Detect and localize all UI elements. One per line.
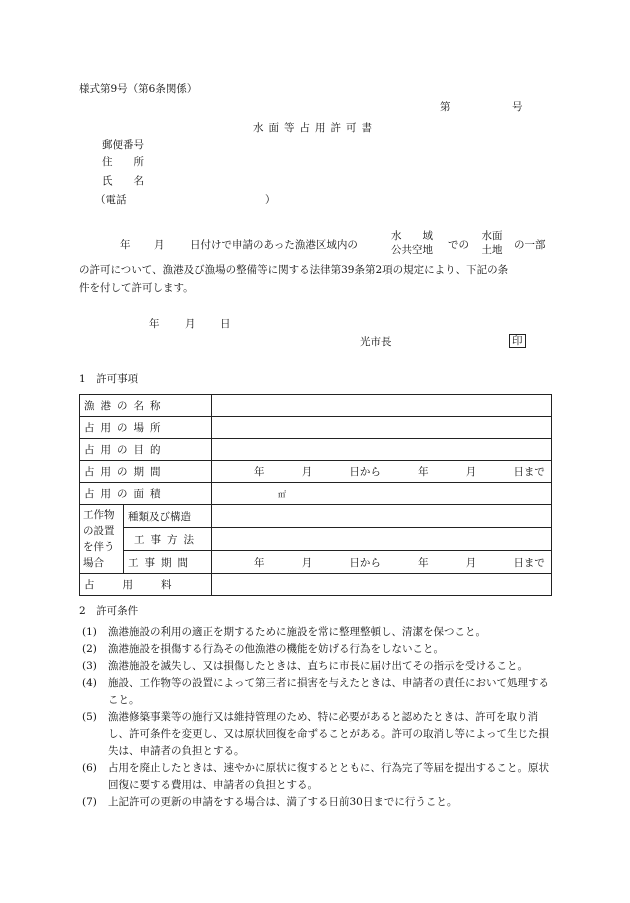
- date-month: 月: [465, 556, 477, 569]
- condition-text: 漁港施設を滅失し、又は損傷したときは、直ちに市長に届け出てその指示を受けること。: [108, 660, 528, 672]
- date-until: 日まで: [513, 556, 545, 569]
- fee-value: [212, 574, 552, 596]
- list-item: [82, 641, 552, 658]
- table-row: [80, 551, 552, 574]
- seal-text: 印: [509, 334, 526, 348]
- issuer: 光市長: [360, 336, 392, 348]
- condition-text: 漁港施設の利用の適正を期するために施設を常に整理整頓し、清潔を保つこと。: [108, 626, 486, 638]
- table-row: [80, 528, 552, 551]
- port-name-value: [212, 395, 552, 417]
- date-year: 年: [418, 556, 429, 569]
- structure-type-value: [212, 505, 552, 528]
- issue-year: 年: [149, 318, 160, 330]
- number-gou: 号: [512, 101, 523, 113]
- date-month: 月: [301, 556, 313, 569]
- condition-text: 施設、工作物等の設置によって第三者に損害を与えたときは、申請者の責任において処理すること。: [108, 677, 549, 706]
- construction-period-label: 工事期間: [124, 551, 212, 574]
- structure-type-label: 種類及び構造: [124, 505, 212, 528]
- condition-number: (6): [82, 762, 97, 774]
- construction-period-value: [212, 551, 552, 574]
- purpose-label: 占用の目的: [80, 439, 212, 461]
- list-item: [82, 760, 552, 794]
- condition-number: (2): [82, 643, 97, 655]
- port-name-label: 漁港の名称: [80, 395, 212, 417]
- list-item: [82, 658, 552, 675]
- address-label: 住 所: [102, 156, 144, 168]
- condition-text: 漁港施設を損傷する行為その他漁港の機能を妨げる行為をしないこと。: [108, 643, 444, 655]
- date-year: 年: [418, 466, 429, 478]
- issue-day: 日: [220, 318, 231, 330]
- date-month: 月: [465, 466, 477, 478]
- table-row: [80, 439, 552, 461]
- area-water: 水 域: [391, 230, 433, 242]
- area-type-choice: [388, 229, 436, 257]
- list-item: [82, 794, 552, 811]
- surface-land: 土地: [481, 244, 503, 256]
- body-date-phrase: 日付けで申請のあった漁港区域内の: [190, 239, 358, 251]
- purpose-value: [212, 439, 552, 461]
- date-from: 日から: [349, 556, 381, 569]
- table-row: [80, 574, 552, 596]
- list-item: [82, 709, 552, 760]
- condition-number: (7): [82, 796, 97, 808]
- phone-close: ）: [265, 194, 276, 206]
- list-item: [82, 624, 552, 641]
- table-row: [80, 461, 552, 483]
- postal-code-label: 郵便番号: [102, 139, 144, 151]
- period-label: 占用の期間: [80, 461, 212, 483]
- condition-text: 漁港修築事業等の施行又は維持管理のため、特に必要があると認めたときは、許可を取り消し、許可条件を変更し、又は原状回復を命ずることがある。許可の取消し等によって生じた損失は、申請者の負担とする。: [108, 711, 549, 757]
- section-1-heading: 1 許可事項: [79, 373, 139, 385]
- table-row: [80, 395, 552, 417]
- condition-text: 上記許可の更新の申請をする場合は、満了する日前30日までに行うこと。: [108, 796, 458, 808]
- body-de-no: での: [448, 239, 469, 251]
- date-year: 年: [254, 556, 265, 569]
- condition-number: (5): [82, 711, 97, 723]
- body-part: の一部: [514, 239, 546, 251]
- construction-method-label: 工事方法: [124, 528, 212, 551]
- construction-method-value: [212, 528, 552, 551]
- surface-type-choice: [477, 229, 507, 257]
- area-label: 占用の面積: [80, 483, 212, 505]
- document-title: 水面等占用許可書: [253, 122, 377, 134]
- date-year: 年: [254, 466, 265, 478]
- area-value: [212, 483, 552, 505]
- condition-number: (1): [82, 626, 97, 638]
- area-unit: ㎡: [278, 489, 286, 499]
- condition-number: (3): [82, 660, 97, 672]
- body-line-2: の許可について、漁港及び漁場の整備等に関する法律第39条第2項の規定により、下記の条: [79, 264, 509, 276]
- fee-label: 占用料: [80, 574, 212, 596]
- seal-mark: [509, 335, 526, 348]
- location-value: [212, 417, 552, 439]
- table-row: [80, 505, 552, 528]
- permit-items-table: [79, 394, 552, 596]
- conditions-list: [82, 624, 552, 811]
- body-line-3: 件を付して許可します。: [79, 282, 194, 294]
- location-label: 占用の場所: [80, 417, 212, 439]
- body-year: 年: [120, 239, 131, 251]
- name-label: 氏 名: [102, 175, 144, 187]
- list-item: [82, 675, 552, 709]
- phone-label: （電話: [95, 194, 127, 206]
- body-month: 月: [154, 239, 165, 251]
- date-month: 月: [301, 466, 313, 478]
- condition-text: 占用を廃止したときは、速やかに原状に復するとともに、行為完了等届を提出すること。原状回復に要する費用は、申請者の負担とする。: [108, 762, 549, 791]
- condition-number: (4): [82, 677, 97, 689]
- table-row: [80, 417, 552, 439]
- structure-group-label: 工作物の設置を伴う場合: [80, 505, 124, 574]
- issue-month: 月: [185, 318, 196, 330]
- section-2-heading: 2 許可条件: [79, 605, 139, 617]
- table-row: [80, 483, 552, 505]
- form-code: 様式第9号（第6条関係）: [79, 83, 198, 95]
- area-public-space: 公共空地: [391, 244, 433, 256]
- period-value: [212, 461, 552, 483]
- date-from: 日から: [349, 466, 381, 478]
- date-until: 日まで: [513, 466, 545, 478]
- number-dai: 第: [440, 101, 451, 113]
- surface-water: 水面: [481, 230, 503, 242]
